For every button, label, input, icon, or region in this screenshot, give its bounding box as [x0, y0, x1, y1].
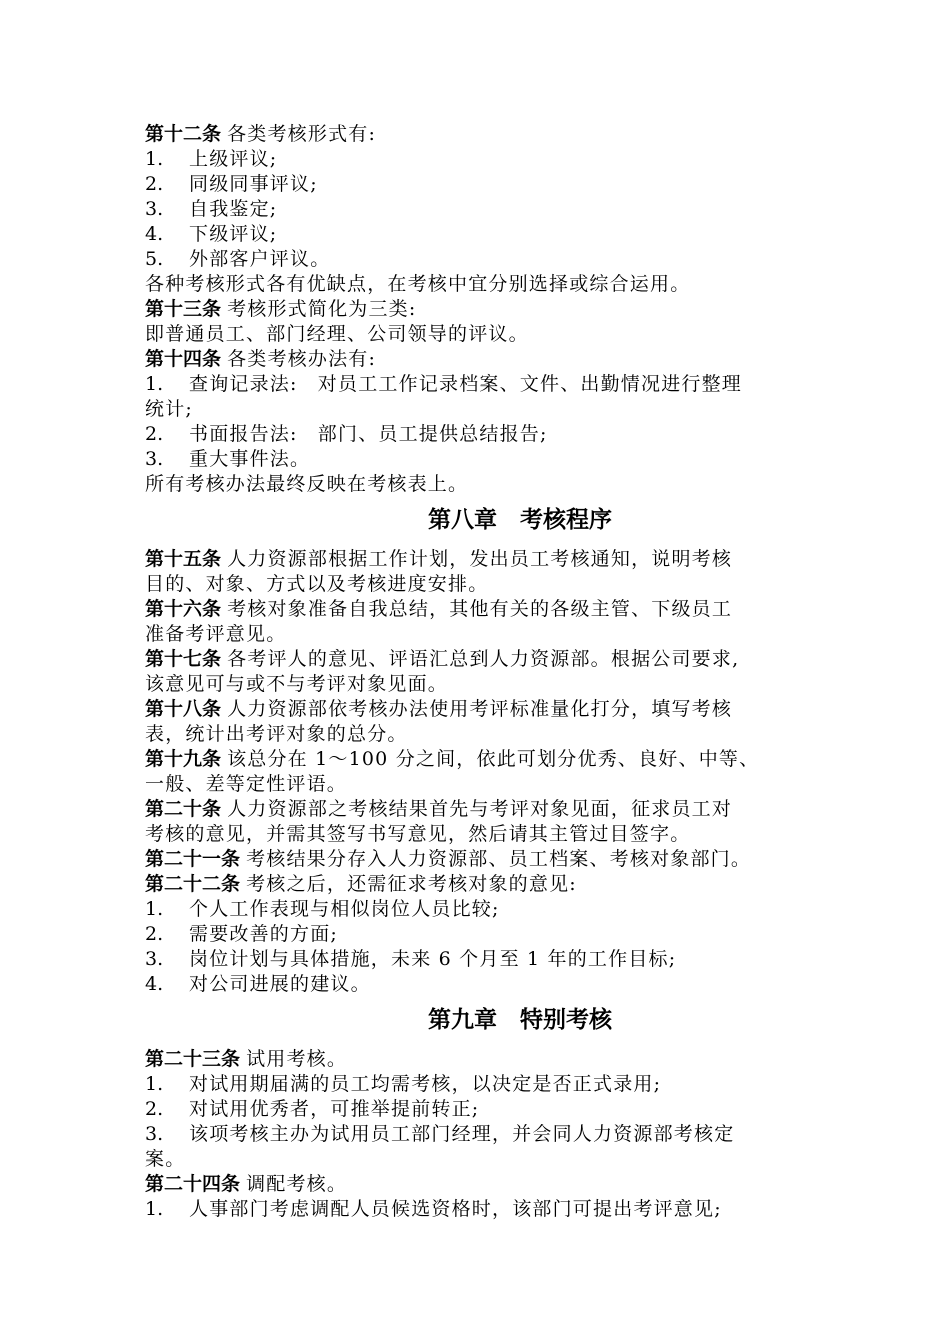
- item-continuation: 案。: [145, 1148, 186, 1170]
- article-text: 考核之后，还需征求考核对象的意见:: [246, 873, 577, 895]
- article-label: 第二十一条: [145, 848, 241, 870]
- item-text: 对试用期届满的员工均需考核，以决定是否正式录用;: [189, 1073, 662, 1095]
- article-label: 第二十四条: [145, 1173, 241, 1195]
- article-text: 该总分在 1～100 分之间，依此可划分优秀、良好、中等、: [227, 748, 760, 770]
- list-item: [145, 897, 815, 922]
- item-number: 2.: [145, 1098, 164, 1120]
- article-label: 第十六条: [145, 598, 222, 620]
- item-number: 4.: [145, 973, 164, 995]
- article-continuation: 表，统计出考评对象的总分。: [145, 723, 408, 745]
- article-label: 第二十二条: [145, 873, 241, 895]
- item-number: 3.: [145, 1123, 164, 1145]
- article-text: 人力资源部之考核结果首先与考评对象见面，征求员工对: [227, 798, 733, 820]
- chapter-heading-8: 第八章 考核程序: [428, 506, 612, 533]
- article-continuation: 目的、对象、方式以及考核进度安排。: [145, 573, 489, 595]
- article-20: [145, 797, 815, 822]
- item-text: 自我鉴定;: [189, 198, 278, 220]
- item-text: 个人工作表现与相似岗位人员比较;: [189, 898, 500, 920]
- article-23: [145, 1047, 815, 1072]
- item-text: 重大事件法。: [189, 448, 311, 470]
- item-text: 外部客户评议。: [189, 248, 331, 270]
- article-13: [145, 297, 815, 322]
- item-number: 3.: [145, 948, 164, 970]
- list-item: [145, 1122, 815, 1147]
- list-item: [145, 422, 815, 447]
- item-text: 书面报告法: 部门、员工提供总结报告;: [189, 423, 548, 445]
- item-number: 1.: [145, 1073, 164, 1095]
- list-item: [145, 972, 815, 997]
- list-item: [145, 1197, 815, 1222]
- article-label: 第十七条: [145, 648, 222, 670]
- article-22: [145, 872, 815, 897]
- article-label: 第二十三条: [145, 1048, 241, 1070]
- item-number: 3.: [145, 448, 164, 470]
- article-text: 人力资源部根据工作计划，发出员工考核通知，说明考核: [227, 548, 733, 570]
- article-12: [145, 122, 815, 147]
- article-continuation: 一般、差等定性评语。: [145, 773, 348, 795]
- article-21: [145, 847, 815, 872]
- item-text: 查询记录法: 对员工工作记录档案、文件、出勤情况进行整理: [189, 373, 743, 395]
- item-number: 5.: [145, 248, 164, 270]
- article-continuation: 该意见可与或不与考评对象见面。: [145, 673, 449, 695]
- article-label: 第十九条: [145, 748, 222, 770]
- list-item: [145, 222, 815, 247]
- article-text: 各类考核办法有:: [227, 348, 377, 370]
- chapter-heading-9: 第九章 特别考核: [428, 1006, 612, 1033]
- item-continuation: 统计;: [145, 398, 194, 420]
- article-text: 人力资源部依考核办法使用考评标准量化打分，填写考核: [227, 698, 733, 720]
- list-item: [145, 147, 815, 172]
- item-text: 上级评议;: [189, 148, 278, 170]
- item-text: 下级评议;: [189, 223, 278, 245]
- article-label: 第二十条: [145, 798, 222, 820]
- article-text: 各类考核形式有:: [227, 123, 377, 145]
- article-text: 各考评人的意见、评语汇总到人力资源部。根据公司要求,: [227, 648, 740, 670]
- item-number: 1.: [145, 898, 164, 920]
- article-text: 考核结果分存入人力资源部、员工档案、考核对象部门。: [246, 848, 752, 870]
- item-text: 对公司进展的建议。: [189, 973, 371, 995]
- article-text: 考核对象准备自我总结，其他有关的各级主管、下级员工: [227, 598, 733, 620]
- article-19: [145, 747, 815, 772]
- item-text: 该项考核主办为试用员工部门经理，并会同人力资源部考核定: [189, 1123, 735, 1145]
- item-number: 2.: [145, 923, 164, 945]
- article-continuation: 考核的意见，并需其签写书写意见，然后请其主管过目签字。: [145, 823, 691, 845]
- article-17: [145, 647, 815, 672]
- article-16: [145, 597, 815, 622]
- item-number: 3.: [145, 198, 164, 220]
- item-text: 同级同事评议;: [189, 173, 318, 195]
- list-item: [145, 1072, 815, 1097]
- article-label: 第十四条: [145, 348, 222, 370]
- list-item: [145, 922, 815, 947]
- article-18: [145, 697, 815, 722]
- paragraph: 即普通员工、部门经理、公司领导的评议。: [145, 323, 529, 345]
- item-number: 1.: [145, 373, 164, 395]
- article-label: 第十三条: [145, 298, 222, 320]
- list-item: [145, 247, 815, 272]
- item-text: 需要改善的方面;: [189, 923, 339, 945]
- list-item: [145, 447, 815, 472]
- paragraph: 各种考核形式各有优缺点，在考核中宜分别选择或综合运用。: [145, 273, 691, 295]
- article-text: 考核形式简化为三类:: [227, 298, 417, 320]
- item-number: 2.: [145, 173, 164, 195]
- article-text: 调配考核。: [246, 1173, 348, 1195]
- item-number: 1.: [145, 1198, 164, 1220]
- item-number: 4.: [145, 223, 164, 245]
- item-text: 对试用优秀者，可推举提前转正;: [189, 1098, 480, 1120]
- list-item: [145, 197, 815, 222]
- list-item: [145, 1097, 815, 1122]
- article-24: [145, 1172, 815, 1197]
- paragraph: 所有考核办法最终反映在考核表上。: [145, 473, 469, 495]
- article-15: [145, 547, 815, 572]
- article-continuation: 准备考评意见。: [145, 623, 287, 645]
- document-page: [145, 122, 815, 1222]
- list-item: [145, 372, 815, 397]
- article-label: 第十八条: [145, 698, 222, 720]
- item-text: 人事部门考虑调配人员候选资格时，该部门可提出考评意见;: [189, 1198, 722, 1220]
- article-text: 试用考核。: [246, 1048, 348, 1070]
- list-item: [145, 947, 815, 972]
- article-label: 第十五条: [145, 548, 222, 570]
- article-14: [145, 347, 815, 372]
- item-text: 岗位计划与具体措施，未来 6 个月至 1 年的工作目标;: [189, 948, 677, 970]
- item-number: 2.: [145, 423, 164, 445]
- item-number: 1.: [145, 148, 164, 170]
- list-item: [145, 172, 815, 197]
- article-label: 第十二条: [145, 123, 222, 145]
